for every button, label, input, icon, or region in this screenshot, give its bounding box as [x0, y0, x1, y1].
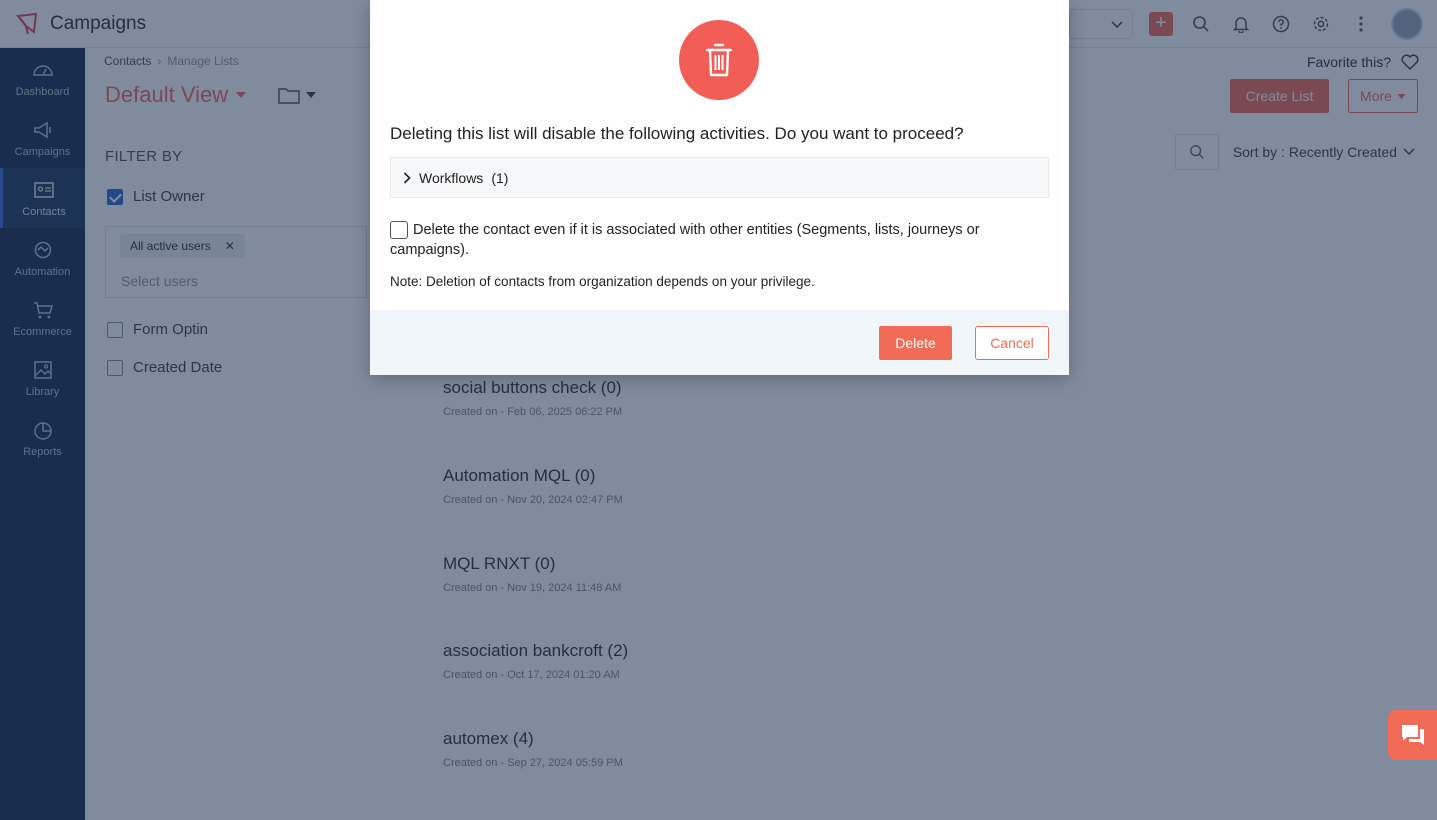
accordion-label: Workflows: [419, 169, 484, 186]
dialog-question: Deleting this list will disable the following activities. Do you want to proceed?: [390, 124, 964, 143]
chevron-right-icon: [403, 172, 411, 184]
delete-contact-option[interactable]: [390, 220, 1030, 260]
workflows-accordion[interactable]: [390, 157, 1049, 198]
trash-icon: [704, 42, 734, 78]
delete-button[interactable]: Delete: [879, 326, 952, 360]
cancel-button[interactable]: Cancel: [975, 326, 1049, 360]
accordion-count: (1): [491, 169, 509, 186]
delete-list-dialog: [370, 0, 1069, 375]
checkbox-label: Delete the contact even if it is associated with other entities (Segments, lists, journeys or campaigns).: [390, 222, 980, 258]
delete-contact-checkbox[interactable]: [390, 221, 408, 239]
dialog-footer: [370, 310, 1069, 375]
trash-badge: [679, 20, 759, 100]
chat-button[interactable]: [1388, 710, 1437, 760]
chat-icon: [1400, 723, 1426, 747]
privilege-note: Note: Deletion of contacts from organization depends on your privilege.: [390, 274, 815, 289]
